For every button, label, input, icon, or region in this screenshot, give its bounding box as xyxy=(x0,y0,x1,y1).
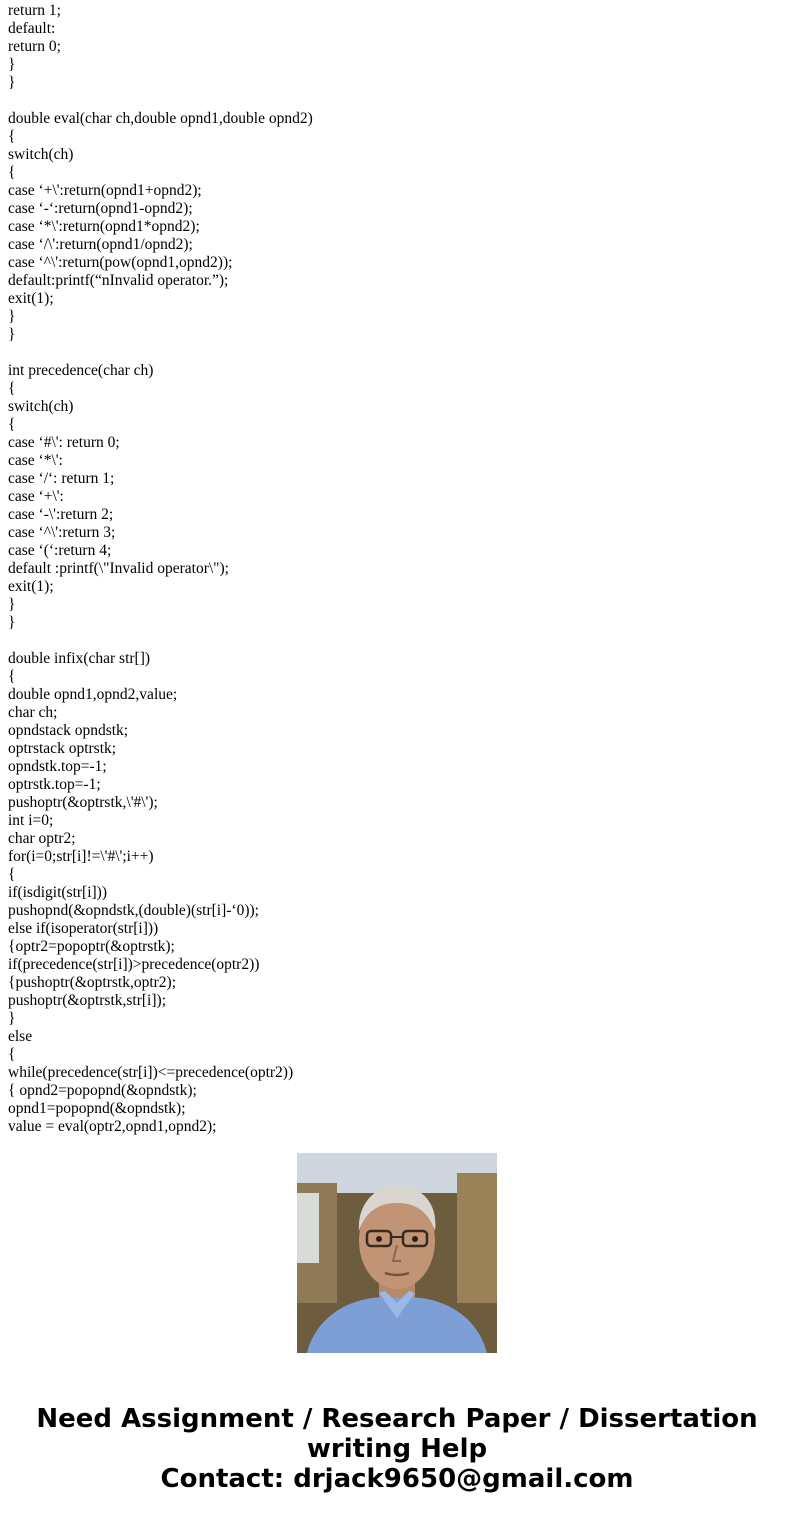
code-line: { xyxy=(8,1046,16,1063)
code-line: default :printf(\"Invalid operator\"); xyxy=(8,560,229,577)
code-line: else xyxy=(8,1028,33,1045)
code-line xyxy=(8,632,788,650)
code-line: value = eval(optr2,opnd1,opnd2); xyxy=(8,1118,217,1135)
promo-contact: Contact: drjack9650@gmail.com xyxy=(160,1464,634,1494)
code-line: double opnd1,opnd2,value; xyxy=(8,686,178,703)
code-line: optrstack optrstk; xyxy=(8,740,117,757)
code-line: } xyxy=(8,1010,16,1027)
code-line: { xyxy=(8,866,16,883)
code-line: pushoptr(&optrstk,\'#\'); xyxy=(8,794,158,811)
code-line: default: xyxy=(8,20,56,37)
code-line: switch(ch) xyxy=(8,398,74,415)
code-line: case ‘/‘: return 1; xyxy=(8,470,115,487)
code-line: { xyxy=(8,380,16,397)
code-line: { xyxy=(8,416,16,433)
code-line: while(precedence(str[i])<=precedence(optr2)) xyxy=(8,1064,294,1081)
avatar xyxy=(297,1153,497,1353)
code-line: case ‘+\':return(opnd1+opnd2); xyxy=(8,182,202,199)
code-line: case ‘(‘:return 4; xyxy=(8,542,112,559)
code-line: { xyxy=(8,668,16,685)
code-line: double eval(char ch,double opnd1,double opnd2) xyxy=(8,110,313,127)
code-line: opndstack opndstk; xyxy=(8,722,129,739)
code-line xyxy=(8,344,788,362)
code-line: if(isdigit(str[i])) xyxy=(8,884,108,901)
code-line: char ch; xyxy=(8,704,58,721)
code-line: case ‘+\': xyxy=(8,488,64,505)
code-line: } xyxy=(8,74,16,91)
code-line: case ‘-\':return 2; xyxy=(8,506,114,523)
code-line: } xyxy=(8,326,16,343)
code-line: { opnd2=popopnd(&opndstk); xyxy=(8,1082,197,1099)
code-line: exit(1); xyxy=(8,290,54,307)
code-line: case ‘^\':return(pow(opnd1,opnd2)); xyxy=(8,254,233,271)
code-line: {pushoptr(&optrstk,optr2); xyxy=(8,974,177,991)
code-line: return 1; xyxy=(8,2,61,19)
code-line: int i=0; xyxy=(8,812,54,829)
code-line: opndstk.top=-1; xyxy=(8,758,107,775)
code-line: { xyxy=(8,164,16,181)
code-line: switch(ch) xyxy=(8,146,74,163)
code-line: else if(isoperator(str[i])) xyxy=(8,920,159,937)
code-line: } xyxy=(8,56,16,73)
code-line: } xyxy=(8,308,16,325)
code-line: pushopnd(&opndstk,(double)(str[i]-‘0)); xyxy=(8,902,259,919)
code-line: if(precedence(str[i])>precedence(optr2)) xyxy=(8,956,260,973)
code-line: opnd1=popopnd(&opndstk); xyxy=(8,1100,186,1117)
code-line: { xyxy=(8,128,16,145)
code-line: case ‘#\': return 0; xyxy=(8,434,120,451)
code-line: {optr2=popoptr(&optrstk); xyxy=(8,938,175,955)
code-line: optrstk.top=-1; xyxy=(8,776,101,793)
code-line: case ‘*\':return(opnd1*opnd2); xyxy=(8,218,200,235)
code-line: int precedence(char ch) xyxy=(8,362,154,379)
code-line: return 0; xyxy=(8,38,61,55)
code-line: } xyxy=(8,614,16,631)
code-line xyxy=(8,92,788,110)
presenter-photo xyxy=(297,1153,497,1353)
code-line: case ‘-‘:return(opnd1-opnd2); xyxy=(8,200,193,217)
code-line: case ‘^\':return 3; xyxy=(8,524,116,541)
code-line: case ‘*\': xyxy=(8,452,63,469)
code-line: char optr2; xyxy=(8,830,76,847)
code-line: exit(1); xyxy=(8,578,54,595)
code-line: pushoptr(&optrstk,str[i]); xyxy=(8,992,166,1009)
code-line: case ‘/\':return(opnd1/opnd2); xyxy=(8,236,193,253)
code-listing xyxy=(8,2,788,1135)
code-line: for(i=0;str[i]!=\'#\';i++) xyxy=(8,848,154,865)
code-line: double infix(char str[]) xyxy=(8,650,151,667)
code-line: default:printf(“nInvalid operator.”); xyxy=(8,272,229,289)
promo-banner xyxy=(0,1404,794,1494)
code-line: } xyxy=(8,596,16,613)
promo-line-1: Need Assignment / Research Paper / Dissertation xyxy=(36,1404,758,1434)
promo-line-2: writing Help xyxy=(306,1434,488,1464)
